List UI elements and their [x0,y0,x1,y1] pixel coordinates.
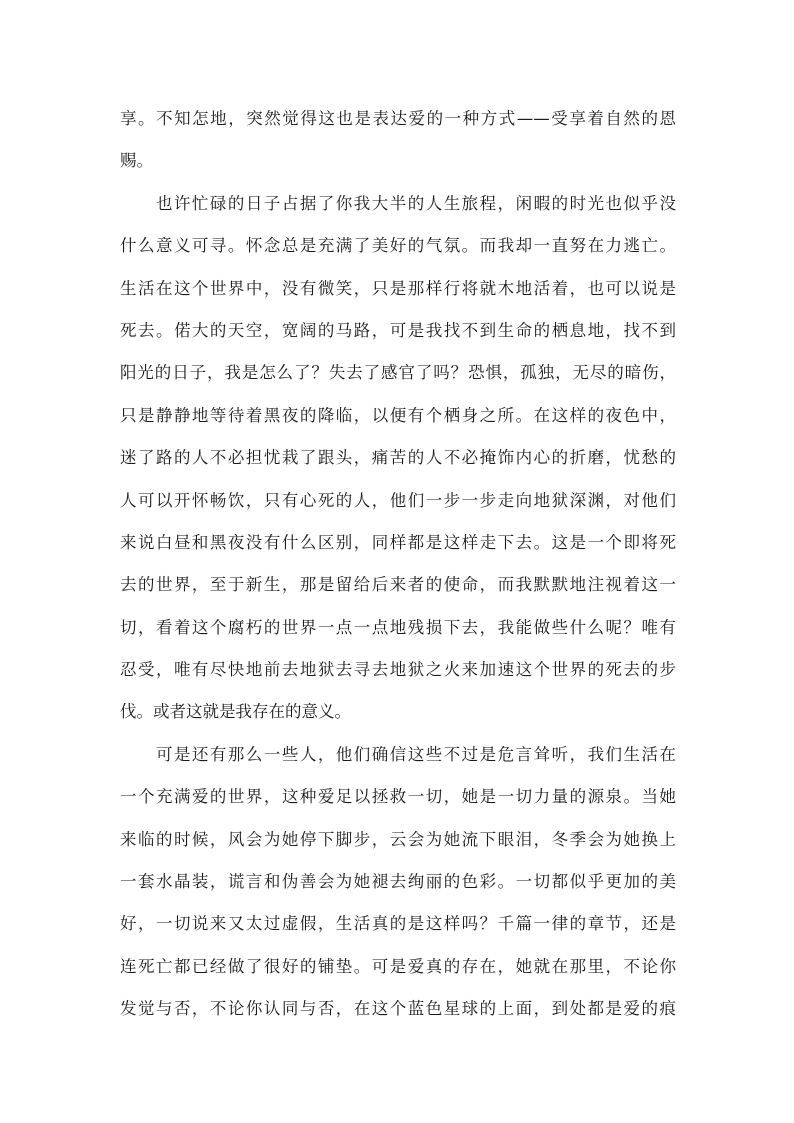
text-line: 忍受，唯有尽快地前去地狱去寻去地狱之火来加速这个世界的死去的步 [120,660,676,680]
text-line: 什么意义可寻。怀念总是充满了美好的气氛。而我却一直努在力逃亡。 [120,236,676,256]
body-text [120,98,676,1031]
text-line: 赐。 [120,151,153,171]
text-line: 只是静静地等待着黑夜的降临，以便有个栖身之所。在这样的夜色中， [120,405,676,425]
text-line: 切，看着这个腐朽的世界一点一点地残损下去，我能做些什么呢？唯有 [120,617,676,637]
text-line: 来说白昼和黑夜没有什么区别，同样都是这样走下去。这是一个即将死 [120,532,676,552]
text-line: 迷了路的人不必担忧栽了跟头，痛苦的人不必掩饰内心的折磨，忧愁的 [120,448,676,468]
text-line: 死去。偌大的天空，宽阔的马路，可是我找不到生命的栖息地，找不到 [120,320,676,340]
text-line: 连死亡都已经做了很好的铺垫。可是爱真的存在，她就在那里，不论你 [120,956,676,976]
text-line: 一套水晶装，谎言和伪善会为她褪去绚丽的色彩。一切都似乎更加的美 [120,872,676,892]
text-line: 人可以开怀畅饮，只有心死的人，他们一步一步走向地狱深渊，对他们 [120,490,676,510]
text-line: 阳光的日子，我是怎么了？失去了感官了吗？恐惧，孤独，无尽的暗伤， [120,363,676,383]
text-line: 伐。或者这就是我存在的意义。 [120,702,351,722]
text-line: 去的世界，至于新生，那是留给后来者的使命，而我默默地注视着这一 [120,575,676,595]
text-line: 生活在这个世界中，没有微笑，只是那样行将就木地活着，也可以说是 [120,278,676,298]
text-line: 享。不知怎地，突然觉得这也是表达爱的一种方式——受享着自然的恩 [120,109,676,128]
text-line: 好，一切说来又太过虚假，生活真的是这样吗？千篇一律的章节，还是 [120,914,676,934]
text-line: 可是还有那么一些人，他们确信这些不过是危言耸听，我们生活在 [120,744,676,764]
text-line: 来临的时候，风会为她停下脚步，云会为她流下眼泪，冬季会为她换上 [120,829,676,849]
text-line: 发觉与否，不论你认同与否，在这个蓝色星球的上面，到处都是爱的痕 [120,999,676,1019]
text-line: 也许忙碌的日子占据了你我大半的人生旅程，闲暇的时光也似乎没 [120,193,676,213]
text-line: 一个充满爱的世界，这种爱足以拯救一切，她是一切力量的源泉。当她 [120,787,676,807]
